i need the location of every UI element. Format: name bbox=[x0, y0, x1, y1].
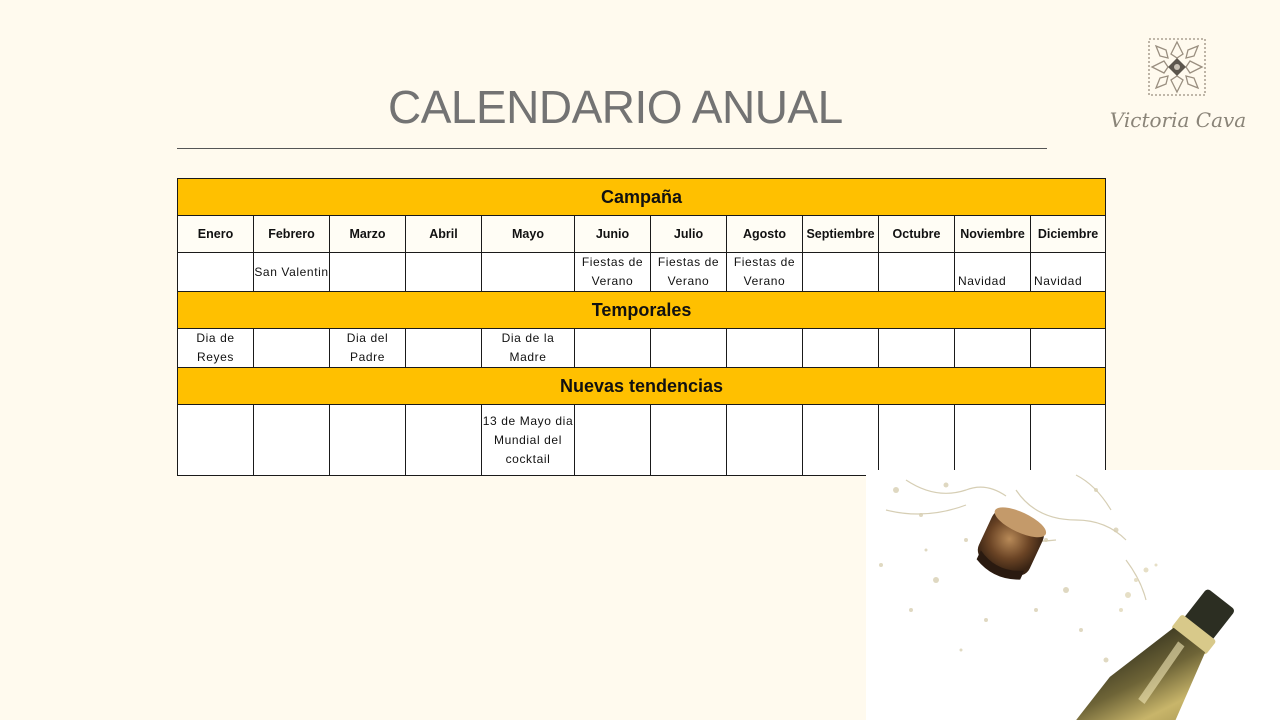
event-cell bbox=[727, 405, 803, 476]
event-cell: San Valentin bbox=[254, 253, 330, 292]
event-cell bbox=[879, 329, 955, 368]
event-cell bbox=[406, 253, 482, 292]
month-cell: Marzo bbox=[330, 216, 406, 253]
month-cell: Mayo bbox=[482, 216, 575, 253]
event-cell bbox=[178, 253, 254, 292]
month-header-row bbox=[178, 216, 1106, 253]
event-cell bbox=[330, 405, 406, 476]
event-cell: Dia del Padre bbox=[330, 329, 406, 368]
event-cell bbox=[803, 253, 879, 292]
event-cell bbox=[1031, 405, 1106, 476]
annual-calendar-table bbox=[177, 178, 1106, 476]
temporales-events-row bbox=[178, 329, 1106, 368]
ornament-tile-icon bbox=[1146, 36, 1208, 98]
event-cell bbox=[727, 329, 803, 368]
month-cell: Febrero bbox=[254, 216, 330, 253]
champagne-bottle-illustration bbox=[866, 470, 1280, 720]
event-cell bbox=[406, 329, 482, 368]
event-cell bbox=[254, 405, 330, 476]
event-cell: Dia de la Madre bbox=[482, 329, 575, 368]
month-cell: Septiembre bbox=[803, 216, 879, 253]
nuevas-tendencias-events-row bbox=[178, 405, 1106, 476]
event-cell bbox=[879, 253, 955, 292]
event-cell bbox=[575, 405, 651, 476]
event-cell bbox=[178, 405, 254, 476]
month-cell: Enero bbox=[178, 216, 254, 253]
month-cell: Octubre bbox=[879, 216, 955, 253]
month-cell: Noviembre bbox=[955, 216, 1031, 253]
event-cell bbox=[955, 329, 1031, 368]
month-cell: Diciembre bbox=[1031, 216, 1106, 253]
champagne-photo bbox=[866, 470, 1280, 720]
event-cell: Fiestas de Verano bbox=[727, 253, 803, 292]
section-header-campana: Campaña bbox=[178, 179, 1106, 216]
event-cell bbox=[651, 405, 727, 476]
section-header-nuevas-tendencias: Nuevas tendencias bbox=[178, 368, 1106, 405]
event-cell bbox=[406, 405, 482, 476]
event-cell bbox=[330, 253, 406, 292]
month-cell: Junio bbox=[575, 216, 651, 253]
slide-title: CALENDARIO ANUAL bbox=[388, 81, 843, 133]
event-cell: Navidad bbox=[1031, 253, 1106, 292]
event-cell bbox=[575, 329, 651, 368]
brand-logo bbox=[1106, 36, 1250, 136]
event-cell: 13 de Mayo dia Mundial del cocktail bbox=[482, 405, 575, 476]
event-cell: Dia de Reyes bbox=[178, 329, 254, 368]
event-cell bbox=[879, 405, 955, 476]
event-cell bbox=[955, 405, 1031, 476]
event-cell: Fiestas de Verano bbox=[651, 253, 727, 292]
event-cell bbox=[482, 253, 575, 292]
event-cell bbox=[651, 329, 727, 368]
event-cell: Navidad bbox=[955, 253, 1031, 292]
event-cell bbox=[803, 329, 879, 368]
brand-name: Victoria Cava bbox=[1109, 108, 1247, 132]
section-header-temporales: Temporales bbox=[178, 292, 1106, 329]
month-cell: Abril bbox=[406, 216, 482, 253]
event-cell bbox=[1031, 329, 1106, 368]
event-cell bbox=[803, 405, 879, 476]
month-cell: Agosto bbox=[727, 216, 803, 253]
event-cell: Fiestas de Verano bbox=[575, 253, 651, 292]
month-cell: Julio bbox=[651, 216, 727, 253]
campana-events-row bbox=[178, 253, 1106, 292]
title-underline bbox=[177, 148, 1047, 149]
event-cell bbox=[254, 329, 330, 368]
